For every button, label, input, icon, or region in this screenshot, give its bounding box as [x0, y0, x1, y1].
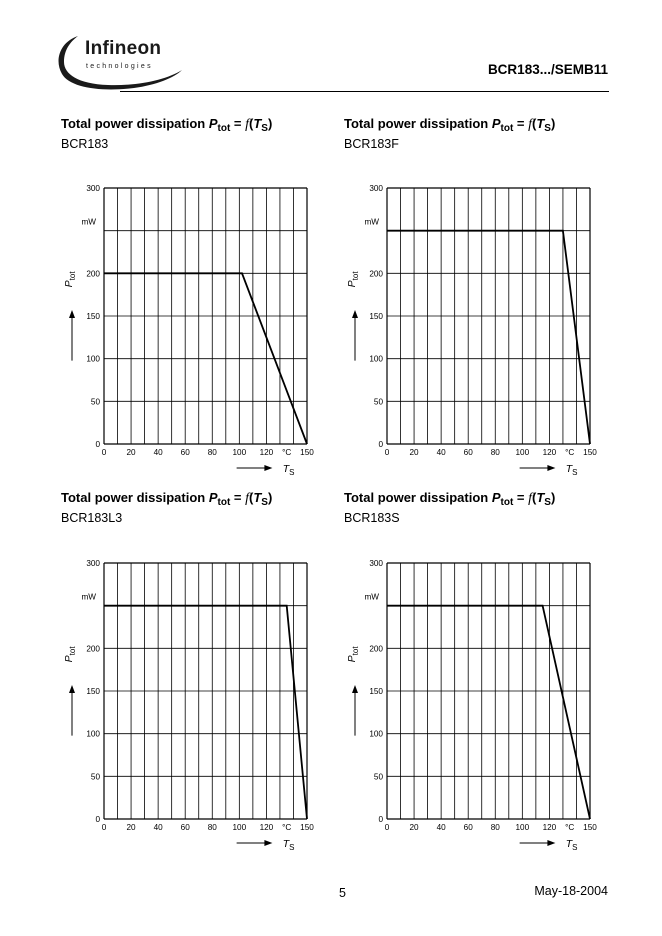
x-tick-label: 40 — [436, 448, 446, 457]
y-tick-label: 0 — [378, 815, 383, 824]
x-tick-label: 100 — [232, 823, 247, 832]
x-tick-label: 100 — [232, 448, 247, 457]
y-tick-label: 0 — [95, 440, 100, 449]
x-tick-label: 80 — [490, 823, 500, 832]
y-tick-label: 50 — [373, 772, 383, 782]
x-tick-label: 120 — [259, 823, 274, 832]
x-tick-label: 60 — [463, 448, 473, 457]
x-tick-label: 20 — [409, 448, 419, 457]
y-axis-label-sub: tot — [351, 271, 360, 281]
x-axis-arrow-icon — [264, 840, 272, 846]
y-tick-label: 300 — [86, 184, 100, 193]
chart-svg — [335, 555, 615, 855]
y-tick-label: 50 — [373, 397, 383, 407]
x-tick-label: 150 — [583, 448, 597, 457]
x-tick-label: 60 — [463, 823, 473, 832]
y-axis-label — [63, 271, 77, 288]
y-tick-label: 100 — [369, 729, 383, 739]
y-axis-label-symbol: P — [63, 280, 75, 288]
section-title-3: Total power dissipation $P_{tot} = f(T_S)$ — [61, 490, 273, 508]
x-tick-label: 150 — [300, 823, 314, 832]
x-tick-label: 150 — [300, 448, 314, 457]
x-tick-label: 80 — [207, 448, 217, 457]
y-tick-label: 300 — [369, 184, 383, 193]
y-tick-label: 100 — [86, 354, 100, 364]
x-tick-label: 0 — [384, 823, 390, 832]
x-unit-label: °C — [282, 448, 292, 457]
x-axis-label-sub: S — [572, 843, 578, 852]
y-unit-label: mW — [364, 592, 379, 602]
document-title: BCR183.../SEMB11 — [487, 62, 608, 77]
part-label-4: BCR183S — [344, 511, 400, 525]
x-tick-label: 0 — [101, 448, 107, 457]
y-axis-label-symbol: P — [63, 655, 75, 663]
page-number: 5 — [339, 886, 346, 900]
infineon-logo — [52, 30, 187, 94]
y-axis-label-sub: tot — [68, 646, 77, 656]
x-tick-label: 80 — [207, 823, 217, 832]
x-tick-label: 20 — [126, 448, 136, 457]
x-axis-label-sub: S — [572, 468, 578, 477]
y-axis-label-sub: tot — [351, 646, 360, 656]
logo-name: Infineon — [85, 38, 162, 59]
x-tick-label: 120 — [259, 448, 274, 457]
y-tick-label: 0 — [95, 815, 100, 824]
x-unit-label: °C — [565, 448, 575, 457]
y-axis-label — [346, 271, 360, 288]
y-unit-label: mW — [364, 217, 379, 227]
y-axis-arrow-icon — [352, 685, 358, 693]
y-axis-arrow-icon — [69, 310, 75, 318]
series-line-ptot — [387, 606, 590, 819]
x-axis-label-sub: S — [289, 468, 295, 477]
section-title-4: Total power dissipation $P_{tot} = f(T_S)$ — [344, 490, 556, 508]
section-title-2: Total power dissipation $P_{tot} = f(T_S)$ — [344, 116, 556, 134]
x-axis-label-symbol: T — [282, 463, 290, 475]
x-tick-label: 120 — [542, 823, 557, 832]
x-axis-label — [566, 463, 578, 477]
x-axis-label-symbol: T — [565, 838, 573, 850]
footer-date: May-18-2004 — [534, 884, 608, 898]
x-tick-label: 0 — [384, 448, 390, 457]
x-tick-label: 20 — [126, 823, 136, 832]
y-tick-label: 100 — [369, 354, 383, 364]
chart-svg — [335, 180, 615, 480]
y-tick-label: 300 — [369, 559, 383, 568]
x-tick-label: 40 — [153, 448, 163, 457]
x-axis-label-sub: S — [289, 843, 295, 852]
header-rule — [120, 91, 609, 92]
y-axis-label — [63, 646, 77, 663]
series-line-ptot — [387, 231, 590, 444]
y-axis-label-symbol: P — [346, 655, 358, 663]
x-tick-label: 40 — [153, 823, 163, 832]
x-tick-label: 120 — [542, 448, 557, 457]
y-tick-label: 200 — [369, 644, 383, 654]
x-axis-label-symbol: T — [565, 463, 573, 475]
y-unit-label: mW — [81, 217, 96, 227]
y-tick-label: 150 — [86, 687, 100, 696]
section-title-1: Total power dissipation $P_{tot} = f(T_S)$ — [61, 116, 273, 134]
x-tick-label: 60 — [180, 448, 190, 457]
x-tick-label: 60 — [180, 823, 190, 832]
y-tick-label: 300 — [86, 559, 100, 568]
y-axis-label-sub: tot — [68, 271, 77, 281]
x-tick-label: 100 — [515, 448, 530, 457]
y-tick-label: 50 — [90, 772, 100, 782]
x-unit-label: °C — [282, 823, 292, 832]
y-tick-label: 0 — [378, 440, 383, 449]
y-axis-label-symbol: P — [346, 280, 358, 288]
x-tick-label: 0 — [101, 823, 107, 832]
chart-svg — [52, 180, 332, 480]
part-label-3: BCR183L3 — [61, 511, 123, 525]
y-tick-label: 100 — [86, 729, 100, 739]
chart-1 — [52, 180, 332, 480]
y-tick-label: 150 — [86, 312, 100, 321]
chart-3 — [52, 555, 332, 855]
chart-svg — [52, 555, 332, 855]
y-tick-label: 200 — [369, 269, 383, 279]
y-tick-label: 150 — [369, 687, 383, 696]
x-axis-label — [283, 463, 295, 477]
y-tick-label: 50 — [90, 397, 100, 407]
y-unit-label: mW — [81, 592, 96, 602]
y-axis-arrow-icon — [352, 310, 358, 318]
x-axis-label — [566, 838, 578, 852]
part-label-1: BCR183 — [61, 137, 109, 151]
x-unit-label: °C — [565, 823, 575, 832]
y-tick-label: 200 — [86, 644, 100, 654]
x-tick-label: 40 — [436, 823, 446, 832]
x-tick-label: 20 — [409, 823, 419, 832]
logo-subtitle: technologies — [86, 63, 153, 70]
y-axis-label — [346, 646, 360, 663]
x-tick-label: 150 — [583, 823, 597, 832]
x-axis-arrow-icon — [264, 465, 272, 471]
x-axis-label — [283, 838, 295, 852]
x-tick-label: 80 — [490, 448, 500, 457]
part-label-2: BCR183F — [344, 137, 399, 151]
y-tick-label: 150 — [369, 312, 383, 321]
chart-4 — [335, 555, 615, 855]
x-tick-label: 100 — [515, 823, 530, 832]
series-line-ptot — [104, 606, 307, 819]
x-axis-arrow-icon — [547, 840, 555, 846]
x-axis-arrow-icon — [547, 465, 555, 471]
y-tick-label: 200 — [86, 269, 100, 279]
y-axis-arrow-icon — [69, 685, 75, 693]
x-axis-label-symbol: T — [282, 838, 290, 850]
chart-2 — [335, 180, 615, 480]
